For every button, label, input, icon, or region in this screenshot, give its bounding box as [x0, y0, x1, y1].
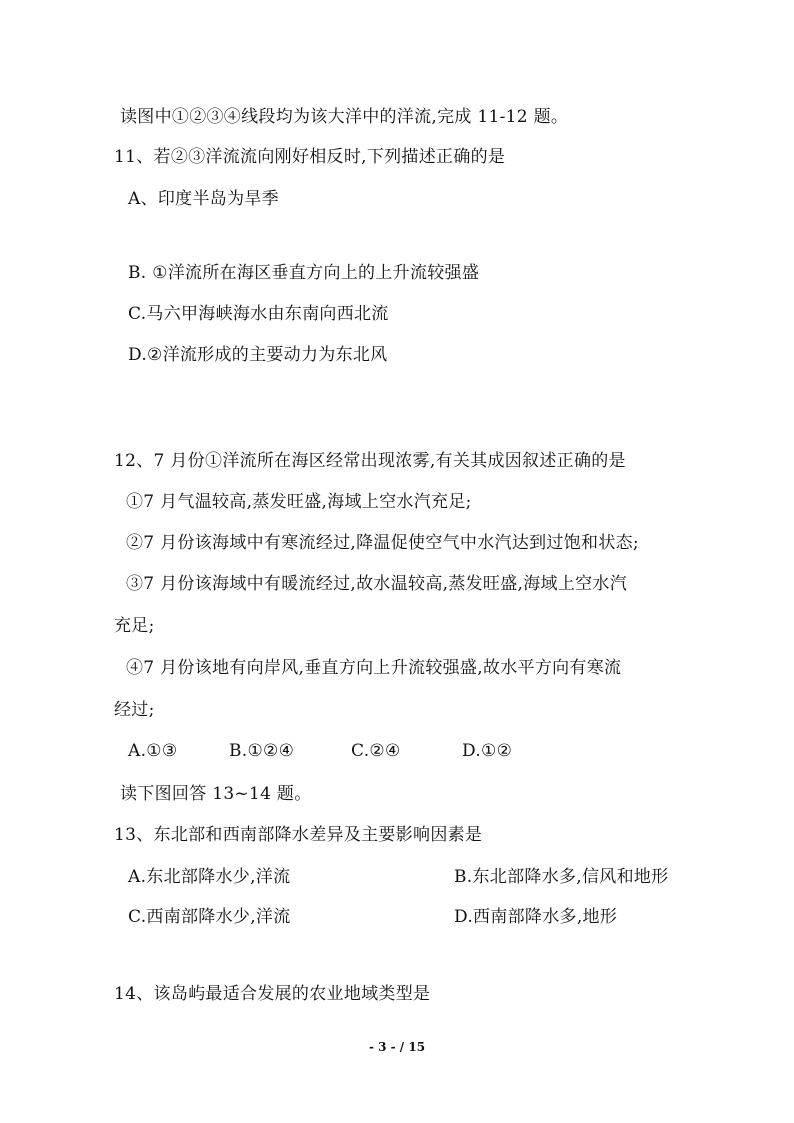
q12-option-a: A.①③	[128, 741, 178, 761]
q13-option-b: B.东北部降水多,信风和地形	[454, 867, 669, 887]
q13-stem: 13、东北部和西南部降水差异及主要影响因素是	[114, 825, 483, 845]
q12-stem: 12、7 月份①洋流所在海区经常出现浓雾,有关其成因叙述正确的是	[114, 451, 626, 471]
q12-statement-4-cont: 经过;	[114, 700, 155, 720]
q13-option-d: D.西南部降水多,地形	[454, 907, 618, 927]
q12-option-d: D.①②	[462, 741, 513, 761]
q11-option-d: D.②洋流形成的主要动力为东北风	[128, 345, 388, 365]
intro-13-14: 读下图回答 13~14 题。	[120, 784, 312, 804]
q11-option-b: B. ①洋流所在海区垂直方向上的上升流较强盛	[128, 263, 480, 283]
q12-statement-2: ②7 月份该海域中有寒流经过,降温促使空气中水汽达到过饱和状态;	[126, 533, 639, 553]
q11-option-a: A、印度半岛为旱季	[128, 189, 279, 209]
q12-statement-4: ④7 月份该地有向岸风,垂直方向上升流较强盛,故水平方向有寒流	[126, 658, 622, 678]
q11-option-c: C.马六甲海峡海水由东南向西北流	[128, 304, 389, 324]
q12-statement-3: ③7 月份该海域中有暖流经过,故水温较高,蒸发旺盛,海域上空水汽	[126, 574, 628, 594]
q13-option-c: C.西南部降水少,洋流	[128, 907, 291, 927]
q14-stem: 14、该岛屿最适合发展的农业地域类型是	[114, 984, 431, 1004]
q11-stem: 11、若②③洋流流向刚好相反时,下列描述正确的是	[114, 147, 506, 167]
q12-statement-1: ①7 月气温较高,蒸发旺盛,海域上空水汽充足;	[126, 492, 472, 512]
page-number: - 3 - / 15	[368, 1040, 426, 1054]
q12-option-b: B.①②④	[229, 741, 295, 761]
q13-option-a: A.东北部降水少,洋流	[128, 867, 291, 887]
q12-statement-3-cont: 充足;	[114, 616, 155, 636]
intro-11-12: 读图中①②③④线段均为该大洋中的洋流,完成 11-12 题。	[120, 107, 569, 127]
q12-option-c: C.②④	[351, 741, 401, 761]
